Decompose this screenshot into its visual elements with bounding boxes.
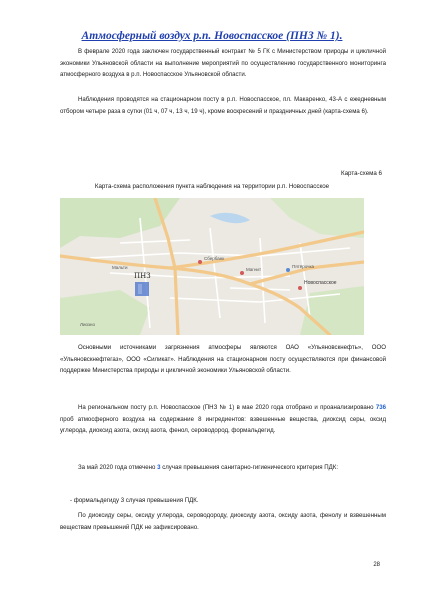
page-number: 28 xyxy=(373,562,380,568)
bullet-formaldehyde: - формальдегиду 3 случая превышения ПДК. xyxy=(70,497,199,504)
paragraph-sources xyxy=(60,342,386,377)
paragraph-sources-text: Основными источниками загрязнения атмосферы являются ОАО «Ульяновскнефть», ООО «Ульяновскнефтегаз», ООО «Силикат». Наблюдения на стационарном посту осуществляются при финансовой поддержке Министерства природы и цикличной экономики Ульяновской области. xyxy=(60,344,386,375)
map-green-area xyxy=(60,290,150,335)
map-place-label: Сбербанк xyxy=(204,256,225,261)
paragraph-exceedances-text-1: За май 2020 года отмечено xyxy=(78,464,158,471)
exceedances-count: 3 xyxy=(157,464,161,471)
map-caption: Карта-схема расположения пункта наблюдения на территории р.п. Новоспасское xyxy=(94,183,330,190)
map-green-area xyxy=(270,198,364,238)
paragraph-exceedances-text-2: случая превышения санитарно-гигиенического критерия ПДК: xyxy=(160,464,339,471)
map-graphic xyxy=(60,198,364,335)
poi-marker xyxy=(240,271,244,275)
paragraph-no-exceedances xyxy=(60,510,386,533)
station-label: ПНЗ xyxy=(134,272,151,280)
station-marker-detail xyxy=(138,284,142,294)
paragraph-samples-text-2: проб атмосферного воздуха на содержание 8 ингредиентов: взвешенные вещества, диоксид серы, оксид углерода, диоксид азота, оксид азота, фенол, сероводород, формальдегид. xyxy=(60,415,386,435)
paragraph-observations xyxy=(60,94,386,117)
map-place-label: Лиозно xyxy=(80,322,95,327)
paragraph-contract-text: В феврале 2020 года заключен государственный контракт № 5 ГК с Министерством природы и цикличной экономики Ульяновской области на выполнение мероприятий по осуществлению государственного мониторинга атмосферного воздуха в р.п. Новоспасское Ульяновской области. xyxy=(60,48,386,79)
samples-count: 736 xyxy=(375,404,386,411)
poi-marker xyxy=(198,260,202,264)
paragraph-exceedances xyxy=(60,462,386,474)
station-map xyxy=(60,198,364,335)
paragraph-observations-text: Наблюдения проводятся на стационарном посту в р.п. Новоспасское, пл. Макаренко, 43-А с ежедневным отбором четыре раза в сутки (01 ч, 07 ч, 13 ч, 19 ч), кроме воскресений и праздничных дней (карта-схема 6). xyxy=(60,96,386,115)
map-place-label: Мальти xyxy=(112,265,128,270)
map-place-label: Пятёрочка xyxy=(292,264,315,269)
map-water xyxy=(210,213,250,223)
paragraph-samples xyxy=(60,402,386,437)
poi-marker xyxy=(298,286,302,290)
paragraph-contract xyxy=(60,46,386,81)
page-title: Атмосферный воздух р.п. Новоспасское (ПНЗ № 1). xyxy=(81,30,343,42)
map-town-label: Новоспасское xyxy=(304,280,337,286)
paragraph-samples-text-1: На региональном посту р.п. Новоспасское (ПНЗ № 1) в мае 2020 года отобрано и проанализировано xyxy=(78,404,376,411)
paragraph-no-exceedances-text: По диоксиду серы, оксиду углерода, сероводороду, диоксиду азота, оксиду азота, фенолу и взвешенным веществам превышений ПДК не зафиксировано. xyxy=(60,512,386,531)
poi-marker xyxy=(286,268,290,272)
map-place-label: Магнит xyxy=(246,267,262,272)
map-label: Карта-схема 6 xyxy=(340,170,382,177)
